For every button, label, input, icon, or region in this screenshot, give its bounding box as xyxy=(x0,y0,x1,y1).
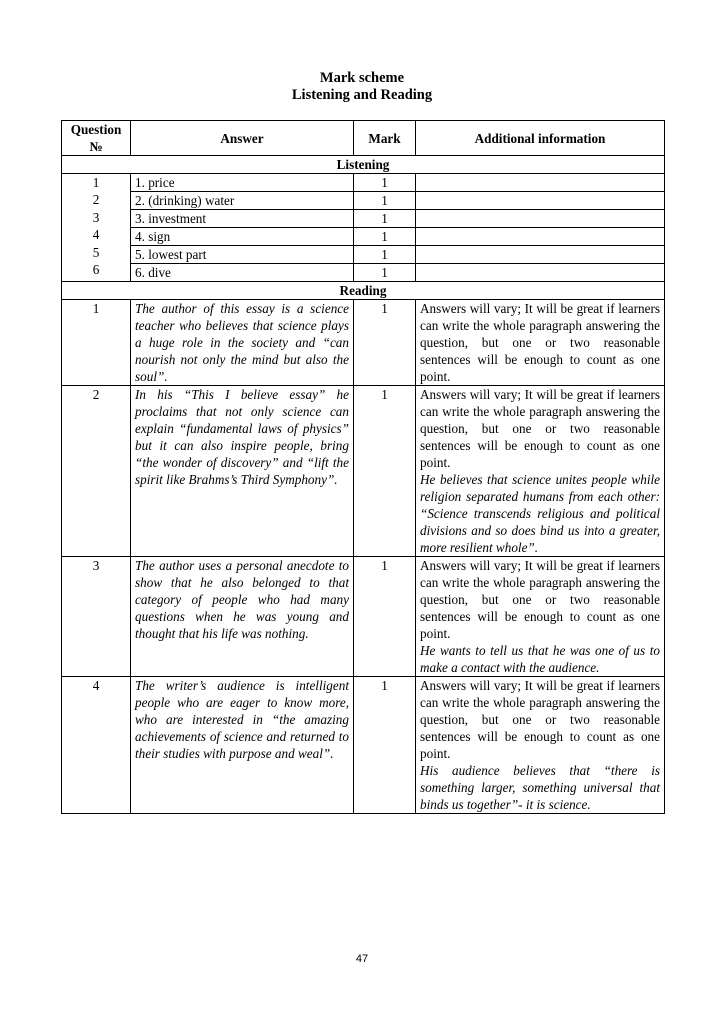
info-cell xyxy=(416,246,665,264)
table-row xyxy=(62,228,665,246)
document-header xyxy=(0,70,724,104)
page-number: 47 xyxy=(355,953,369,965)
mark-cell: 1 xyxy=(354,246,416,264)
info-cell xyxy=(416,386,665,557)
table-header-row xyxy=(62,121,665,156)
mark-scheme-table xyxy=(61,120,665,814)
reading-section-row xyxy=(62,282,665,300)
answer-cell: 4. sign xyxy=(131,228,354,246)
info-cell xyxy=(416,174,665,192)
mark-cell: 1 xyxy=(354,228,416,246)
info-extra-text: He believes that science unites people while religion separated humans from each other: “Science transcends religious and political divisions and so does bind us into a greater, more resilient whole”. xyxy=(420,472,660,555)
table-row xyxy=(62,174,665,192)
question-number: 4 xyxy=(92,227,100,243)
question-number: 1 xyxy=(92,175,100,190)
question-number: 5 xyxy=(92,244,100,260)
listening-question-numbers xyxy=(62,174,131,282)
mark-cell: 1 xyxy=(354,300,416,386)
info-cell xyxy=(416,677,665,814)
listening-section-label: Listening xyxy=(62,156,665,174)
table-row xyxy=(62,210,665,228)
info-cell xyxy=(416,228,665,246)
question-number: 3 xyxy=(62,557,131,677)
info-cell xyxy=(416,557,665,677)
info-extra-text: His audience believes that “there is something larger, something universal that binds us together”- it is science. xyxy=(420,763,660,812)
page-subtitle: Listening and Reading xyxy=(291,87,433,103)
question-number: 4 xyxy=(62,677,131,814)
mark-cell: 1 xyxy=(354,192,416,210)
info-text: Answers will vary; It will be great if learners can write the whole paragraph answering the question, but one or two reasonable sentences will be enough to count as one point. xyxy=(420,301,660,384)
info-text: Answers will vary; It will be great if learners can write the whole paragraph answering the question, but one or two reasonable sentences will be enough to count as one point. xyxy=(420,387,660,470)
mark-cell: 1 xyxy=(354,264,416,282)
table-row xyxy=(62,300,665,386)
info-cell xyxy=(416,192,665,210)
table-row xyxy=(62,386,665,557)
reading-section-label: Reading xyxy=(62,282,665,300)
mark-cell: 1 xyxy=(354,174,416,192)
answer-cell: 2. (drinking) water xyxy=(131,192,354,210)
info-text: Answers will vary; It will be great if learners can write the whole paragraph answering the question, but one or two reasonable sentences will be enough to count as one point. xyxy=(420,678,660,761)
header-additional-info: Additional information xyxy=(416,121,665,156)
question-number: 2 xyxy=(62,386,131,557)
header-question xyxy=(62,121,131,156)
answer-cell: The author of this essay is a science teacher who believes that science plays a huge role in the society and “can nourish not only the mind but also the soul”. xyxy=(131,300,354,386)
question-number: 2 xyxy=(92,192,100,208)
info-cell xyxy=(416,300,665,386)
answer-cell: The writer’s audience is intelligent people who are eager to know more, who are interested in “the amazing achievements of science and returned to their studies with purpose and weal”. xyxy=(131,677,354,814)
answer-cell: 5. lowest part xyxy=(131,246,354,264)
table-row xyxy=(62,246,665,264)
question-number: 6 xyxy=(92,261,100,277)
info-extra-text: He wants to tell us that he was one of us to make a contact with the audience. xyxy=(420,643,660,675)
mark-cell: 1 xyxy=(354,677,416,814)
question-number: 1 xyxy=(62,300,131,386)
listening-section-row xyxy=(62,156,665,174)
table-row xyxy=(62,677,665,814)
info-text: Answers will vary; It will be great if learners can write the whole paragraph answering the question, but one or two reasonable sentences will be enough to count as one point. xyxy=(420,558,660,641)
info-cell xyxy=(416,264,665,282)
answer-cell: 1. price xyxy=(131,174,354,192)
table-row xyxy=(62,264,665,282)
page-title: Mark scheme xyxy=(319,70,405,86)
table-row xyxy=(62,192,665,210)
mark-cell: 1 xyxy=(354,386,416,557)
info-cell xyxy=(416,210,665,228)
answer-cell: 3. investment xyxy=(131,210,354,228)
header-answer: Answer xyxy=(131,121,354,156)
table-row xyxy=(62,557,665,677)
answer-cell: In his “This I believe essay” he proclaims that not only science can explain “fundamental laws of physics” but it can also inspire people, bring “the wonder of discovery” and “lift the spirit like Brahms’s Third Symphony”. xyxy=(131,386,354,557)
header-question-number-label: № xyxy=(89,139,103,154)
header-mark: Mark xyxy=(354,121,416,156)
mark-cell: 1 xyxy=(354,557,416,677)
answer-cell: 6. dive xyxy=(131,264,354,282)
answer-cell: The author uses a personal anecdote to show that he also belonged to that category of people who had many questions when he was young and thought that his life was nothing. xyxy=(131,557,354,677)
mark-cell: 1 xyxy=(354,210,416,228)
header-question-label: Question xyxy=(70,122,122,137)
question-number: 3 xyxy=(92,209,100,225)
